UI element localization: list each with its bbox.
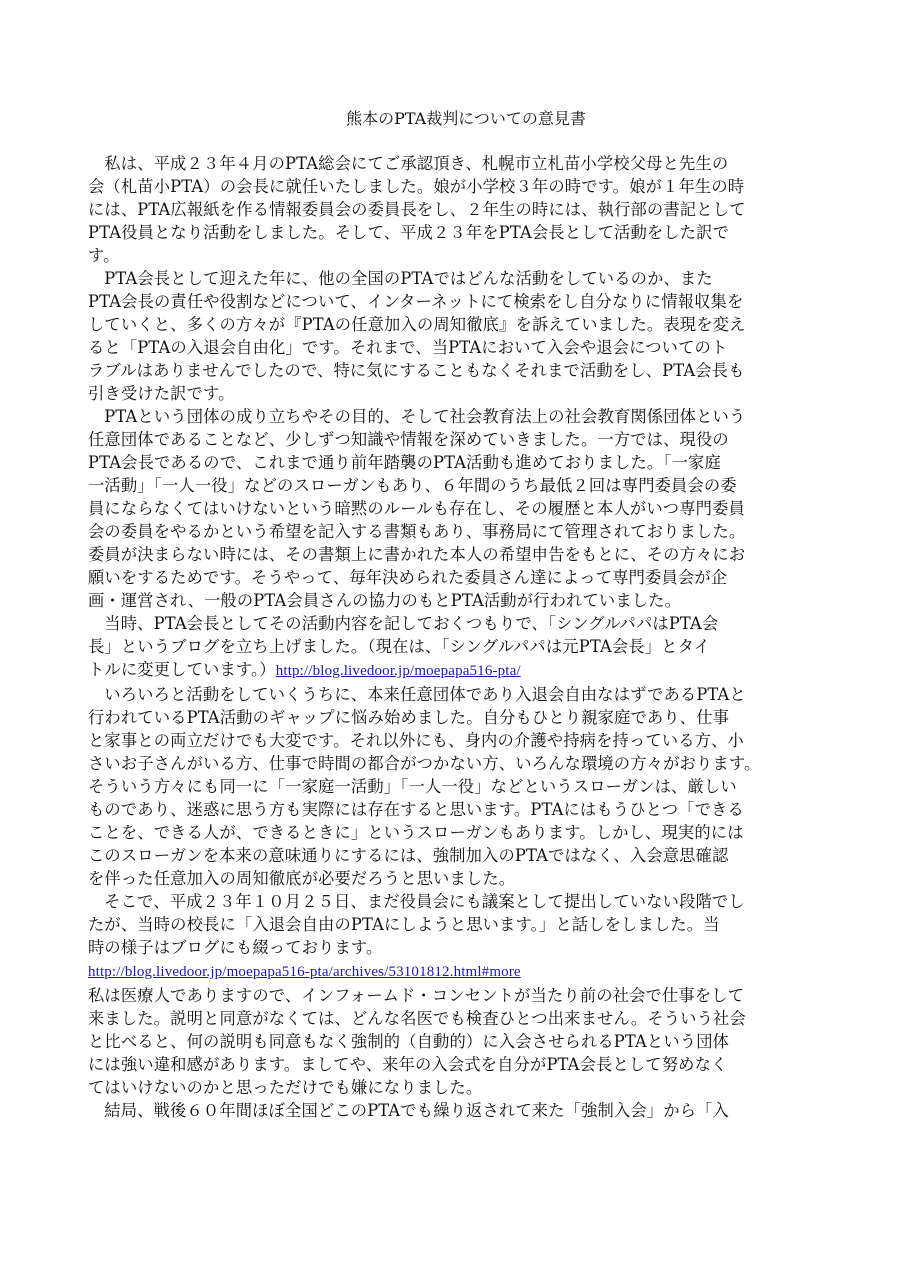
document-page — [88, 108, 828, 1122]
blog-article-link[interactable]: http://blog.livedoor.jp/moepapa516-pta/archives/53101812.html#more — [88, 964, 521, 980]
paragraph-7 — [88, 959, 828, 984]
paragraph-8: 私は医療人でありますので、インフォームド・コンセントが当たり前の社会で仕事をして 来ました。説明と同意がなくては、どんな名医でも検査ひとつ出来ません。そういう社会 と比べると、何の説明も同意もなく強制的（自動的）に入会させられるPTAという団体 には強い違和感があります。ましてや、来年の入会式を自分がPTA会長として努めなく てはいけないのかと思っただけでも嫌になりました。 — [88, 986, 746, 1097]
paragraph-2: PTA会長として迎えた年に、他の全国のPTAではどんな活動をしているのか、また PTA会長の責任や役割などについて、インターネットにて検索をし自分なりに情報収集を していくと、多くの方々が『PTAの任意加入の周知徹底』を訴えていました。表現を変え ると「PTAの入退会自由化」です。それまで、当PTAにおいて入会や退会についてのト ラブルはありませんでしたので、特に気にすることもなくそれまで活動をし、PTA会長も 引き受けた訳です。 — [88, 269, 746, 403]
blog-link[interactable]: http://blog.livedoor.jp/moepapa516-pta/ — [275, 663, 521, 679]
paragraph-1: 私は、平成２３年４月のPTA総会にてご承認頂き、札幌市立札苗小学校父母と先生の 会（札苗小PTA）の会長に就任いたしました。娘が小学校３年の時です。娘が１年生の時 には、PTA広報紙を作る情報委員会の委員長をし、２年生の時には、執行部の書記として PTA役員となり活動をしました。そして、平成２３年をPTA会長として活動をした訳で す。 — [88, 154, 746, 265]
paragraph-4-text: 当時、PTA会長としてその活動内容を記しておくつもりで、「シングルパパはPTA会 長」というブログを立ち上げました。（現在は、「シングルパパは元PTA会長」とタイ トルに変更しています。） — [88, 614, 719, 679]
paragraph-4 — [88, 612, 828, 683]
paragraph-3: PTAという団体の成り立ちやその目的、そして社会教育法上の社会教育関係団体という 任意団体であることなど、少しずつ知識や情報を深めていきました。一方では、現役の PTA会長であるので、これまで通り前年踏襲のPTA活動も進めておりました。「一家庭 一活動」「一人一役」などのスローガンもあり、６年間のうち最低２回は専門委員会の委 員にならなくてはいけないという暗黙のルールも存在し、その履歴と本人がいつ専門委員 会の委員をやるかという希望を記入する書類もあり、事務局にて管理されておりました。 委員が決まらない時には、その書類上に書かれた本人の希望申告をもとに、その方々にお 願いをするためです。そうやって、毎年決められた委員さん達によって専門委員会が企 画・運営され、一般のPTA会員さんの協力のもとPTA活動が行われていました。 — [88, 407, 746, 610]
document-body — [88, 152, 828, 1122]
paragraph-9: 結局、戦後６０年間ほぼ全国どこのPTAでも繰り返されて来た「強制入会」から「入 — [104, 1101, 729, 1120]
paragraph-5: いろいろと活動をしていくうちに、本来任意団体であり入退会自由なはずであるPTAと 行われているPTA活動のギャップに悩み始めました。自分もひとり親家庭であり、仕事 と家事との両立だけでも大変です。それ以外にも、身内の介護や持病を持っている方、小 さいお子さんがいる方、仕事で時間の都合がつかない方、いろんな環境の方々がおります。 そういう方々にも同一に「一家庭一活動」「一人一役」などというスローガンは、厳しい ものであり、迷惑に思う方も実際には存在すると思います。PTAにはもうひとつ「できる ことを、できる人が、できるときに」というスローガンもあります。しかし、現実的には このスローガンを本来の意味通りにするには、強制加入のPTAではなく、入会意思確認 を伴った任意加入の周知徹底が必要だろうと思いました。 — [88, 685, 761, 888]
paragraph-6: そこで、平成２３年１０月２５日、まだ役員会にも議案として提出していない段階でし たが、当時の校長に「入退会自由のPTAにしようと思います。」と話しをしました。当 時の様子はブログにも綴っております。 — [88, 892, 745, 957]
document-title: 熊本のPTA裁判についての意見書 — [346, 109, 586, 128]
